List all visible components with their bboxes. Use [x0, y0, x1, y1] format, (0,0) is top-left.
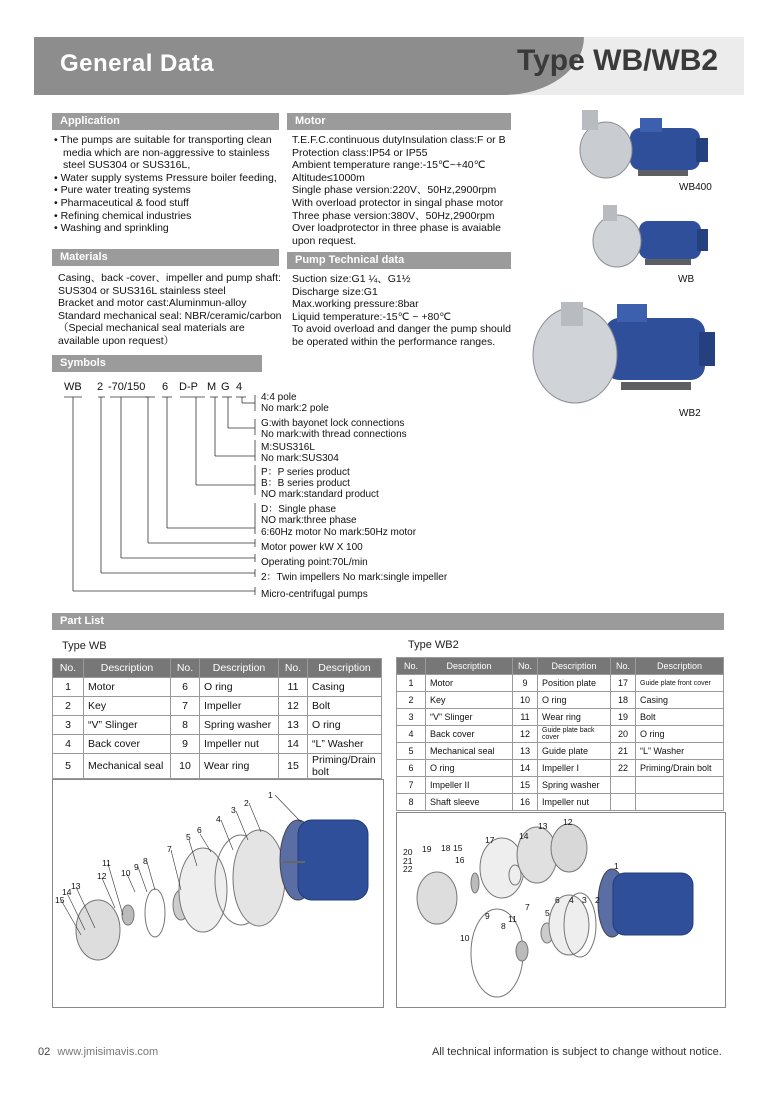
cell: Shaft sleeve	[426, 794, 513, 811]
cell: 12	[279, 697, 308, 716]
cell: 19	[611, 709, 636, 726]
cell: 3	[397, 709, 426, 726]
materials-heading: Materials	[52, 249, 279, 266]
callout-7: 7	[525, 902, 530, 912]
callout-4: 4	[569, 895, 574, 905]
symbol-line: No mark:with thread connections	[261, 429, 407, 440]
callout-9: 9	[134, 862, 139, 872]
callout-16: 16	[455, 855, 465, 865]
cell: Wear ring	[200, 754, 279, 779]
type-title: Type WB/WB2	[517, 44, 719, 77]
cell: 5	[397, 743, 426, 760]
application-item: • The pumps are suitable for transporting clean media which are non-aggressive to stainless steel SUS304 or SUS316L,	[54, 134, 286, 172]
table-row	[397, 794, 724, 811]
table-row	[397, 777, 724, 794]
cell: 16	[513, 794, 538, 811]
symbols-heading: Symbols	[52, 355, 262, 372]
cell: Position plate	[538, 675, 611, 692]
table-row	[397, 760, 724, 777]
cell: Back cover	[426, 726, 513, 743]
code-part: 6	[162, 381, 169, 393]
callout-4: 4	[216, 814, 221, 824]
pump-tech-line: Suction size:G1 ¼、G1½	[292, 273, 411, 285]
col-header: No.	[397, 658, 426, 675]
callout-15: 15	[55, 895, 65, 905]
callout-14: 14	[62, 887, 72, 897]
cell: Impeller nut	[538, 794, 611, 811]
cell	[538, 726, 611, 743]
callout-15: 15	[453, 843, 463, 853]
cell: 4	[53, 735, 84, 754]
col-header: No.	[53, 659, 84, 678]
col-header: No.	[171, 659, 200, 678]
cell: 14	[513, 760, 538, 777]
cell: 20	[611, 726, 636, 743]
callout-21: 21	[403, 856, 413, 866]
callout-3: 3	[582, 895, 587, 905]
callout-1: 1	[614, 861, 619, 871]
wb-table-title: Type WB	[62, 640, 107, 652]
wb2-part-table	[396, 657, 724, 811]
motor-line: T.E.F.C.continuous dutyInsulation class:F or B	[292, 134, 506, 146]
wb400-label: WB400	[679, 182, 712, 193]
cell: Key	[426, 692, 513, 709]
cell: “L” Washer	[636, 743, 724, 760]
cell: 15	[279, 754, 308, 779]
callout-13: 13	[538, 821, 548, 831]
callout-7: 7	[167, 844, 172, 854]
callout-5: 5	[186, 832, 191, 842]
table-row	[53, 716, 382, 735]
cell: 1	[53, 678, 84, 697]
symbol-line: Micro-centrifugal pumps	[261, 589, 368, 600]
cell: 13	[279, 716, 308, 735]
motor-line: Altitude≤1000m	[292, 171, 365, 184]
col-header: Description	[636, 658, 724, 675]
cell: Priming/Drain bolt	[308, 754, 382, 779]
col-header: Description	[84, 659, 171, 678]
symbol-line: M:SUS316L	[261, 442, 315, 453]
materials-line: Standard mechanical seal: NBR/ceramic/carbon	[58, 309, 282, 322]
col-header: Description	[426, 658, 513, 675]
cell: 14	[279, 735, 308, 754]
cell: Casing	[308, 678, 382, 697]
application-heading: Application	[52, 113, 279, 130]
callout-18: 18	[441, 843, 451, 853]
cell: 22	[611, 760, 636, 777]
cell: 2	[53, 697, 84, 716]
cell: 1	[397, 675, 426, 692]
callout-6: 6	[197, 825, 202, 835]
motor-line: Over loadprotector in three phase is avaiable upon request.	[292, 222, 501, 247]
code-part: D-P	[179, 381, 198, 393]
symbol-line: 4:4 pole	[261, 392, 297, 403]
code-part: -70/150	[108, 381, 146, 393]
col-header: Description	[308, 659, 382, 678]
cell: 2	[397, 692, 426, 709]
col-header: Description	[200, 659, 279, 678]
code-part: M	[207, 381, 217, 393]
symbol-line: NO mark:three phase	[261, 515, 357, 526]
cell: 21	[611, 743, 636, 760]
col-header: No.	[279, 659, 308, 678]
motor-line: Ambient temperature range:-15℃~+40℃	[292, 159, 486, 172]
pump-tech-line: Max.working pressure:8bar	[292, 298, 419, 311]
materials-line: SUS304 or SUS316L stainless steel	[58, 284, 226, 297]
cell-small-text: Guide plate front cover	[640, 679, 711, 687]
symbol-line: G:with bayonet lock connections	[261, 418, 405, 429]
pump-tech-line: Liquid temperature:-15℃ ~ +80℃	[292, 310, 452, 323]
callout-8: 8	[501, 921, 506, 931]
code-part: G	[221, 381, 230, 393]
wb2-exploded-view	[396, 812, 726, 1008]
callout-22: 22	[403, 864, 413, 874]
table-row	[53, 754, 382, 779]
cell: 8	[397, 794, 426, 811]
cell: 13	[513, 743, 538, 760]
cell	[611, 794, 636, 811]
materials-line: （Special mechanical seal materials are available upon request）	[58, 322, 245, 347]
materials-line: Bracket and motor cast:Aluminmun-alloy	[58, 297, 247, 310]
motor-text	[292, 134, 514, 247]
code-part: 4	[236, 381, 243, 393]
cell: Guide plate	[538, 743, 611, 760]
callout-2: 2	[244, 798, 249, 808]
wb2-label: WB2	[679, 408, 701, 419]
cell: 5	[53, 754, 84, 779]
callout-10: 10	[121, 868, 131, 878]
cell: 3	[53, 716, 84, 735]
symbol-line: Operating point:70L/min	[261, 557, 368, 568]
callout-1: 1	[268, 790, 273, 800]
page-title: General Data	[60, 50, 215, 77]
cell: O ring	[426, 760, 513, 777]
application-item: • Pure water treating systems	[54, 184, 286, 197]
table-row	[397, 709, 724, 726]
callout-5: 5	[545, 908, 550, 918]
cell: 8	[171, 716, 200, 735]
col-header: No.	[611, 658, 636, 675]
symbol-line: 6:60Hz motor No mark:50Hz motor	[261, 527, 417, 538]
col-header: No.	[513, 658, 538, 675]
callout-17: 17	[485, 835, 495, 845]
cell: Mechanical seal	[426, 743, 513, 760]
code-part: 2	[97, 381, 104, 393]
table-row	[53, 697, 382, 716]
callout-11: 11	[102, 858, 111, 868]
cell: 17	[611, 675, 636, 692]
pump-image-wb2	[525, 290, 725, 420]
page-number: 02	[38, 1046, 51, 1058]
cell: 6	[397, 760, 426, 777]
table-row	[53, 678, 382, 697]
cell: Impeller nut	[200, 735, 279, 754]
motor-line: Three phase version:380V、50Hz,2900rpm	[292, 209, 495, 222]
symbol-line: D：Single phase	[261, 504, 337, 515]
footer-url: www.jmisimavis.com	[57, 1046, 159, 1058]
application-item: • Water supply systems Pressure boiler feeding,	[54, 172, 286, 185]
pump-tech-line: Discharge size:G1	[292, 285, 378, 298]
table-row	[397, 675, 724, 692]
cell: Impeller	[200, 697, 279, 716]
wb-label: WB	[678, 274, 695, 285]
callout-6: 6	[555, 895, 560, 905]
cell: O ring	[636, 726, 724, 743]
cell: 18	[611, 692, 636, 709]
partlist-heading: Part List	[52, 613, 724, 630]
cell: Key	[84, 697, 171, 716]
cell: Spring washer	[200, 716, 279, 735]
cell: O ring	[538, 692, 611, 709]
cell: 12	[513, 726, 538, 743]
cell: O ring	[308, 716, 382, 735]
callout-13: 13	[71, 881, 81, 891]
cell: Casing	[636, 692, 724, 709]
callout-10: 10	[460, 933, 470, 943]
cell: Bolt	[636, 709, 724, 726]
symbol-line: No mark:2 pole	[261, 403, 329, 414]
table-row	[397, 726, 724, 743]
cell: Priming/Drain bolt	[636, 760, 724, 777]
wb-part-table	[52, 658, 382, 779]
table-row	[397, 692, 724, 709]
callout-9: 9	[485, 911, 490, 921]
table-row	[397, 743, 724, 760]
cell: 7	[171, 697, 200, 716]
cell	[636, 675, 724, 692]
pump-tech-line: To avoid overload and danger the pump should be operated within the performance ranges.	[292, 323, 511, 348]
callout-2: 2	[595, 895, 600, 905]
cell: 7	[397, 777, 426, 794]
cell: “V” Slinger	[84, 716, 171, 735]
cell-small-text: Guide plate back cover	[542, 727, 595, 741]
table-row	[53, 735, 382, 754]
cell: Motor	[84, 678, 171, 697]
motor-line: With overload protector in singal phase motor	[292, 196, 504, 209]
application-item: • Pharmaceutical & food stuff	[54, 197, 286, 210]
cell: Mechanical seal	[84, 754, 171, 779]
callout-14: 14	[519, 831, 529, 841]
cell: Impeller II	[426, 777, 513, 794]
cell: Motor	[426, 675, 513, 692]
cell: Bolt	[308, 697, 382, 716]
footer-left	[38, 1046, 158, 1058]
callout-11: 11	[508, 914, 517, 924]
application-list	[54, 134, 286, 235]
callout-19: 19	[422, 844, 432, 854]
wb-exploded-view	[52, 779, 384, 1008]
pump-image-wb	[585, 203, 715, 283]
wb2-table-title: Type WB2	[408, 639, 459, 651]
symbol-line: Motor power kW X 100	[261, 542, 363, 553]
cell: Wear ring	[538, 709, 611, 726]
cell	[611, 777, 636, 794]
cell: “L” Washer	[308, 735, 382, 754]
cell: 11	[279, 678, 308, 697]
cell: 15	[513, 777, 538, 794]
symbol-line: NO mark:standard product	[261, 489, 379, 500]
symbol-line: No mark:SUS304	[261, 453, 339, 464]
cell	[636, 777, 724, 794]
motor-line: Protection class:IP54 or IP55	[292, 146, 428, 159]
cell: 4	[397, 726, 426, 743]
cell	[636, 794, 724, 811]
symbol-line: 2：Twin impellers No mark:single impeller	[261, 572, 448, 583]
callout-8: 8	[143, 856, 148, 866]
cell: 10	[171, 754, 200, 779]
cell: Back cover	[84, 735, 171, 754]
materials-line: Casing、back -cover、impeller and pump shaft:	[58, 272, 281, 284]
cell: 9	[171, 735, 200, 754]
callout-12: 12	[97, 871, 107, 881]
cell: O ring	[200, 678, 279, 697]
symbol-connector-lines	[50, 393, 265, 603]
motor-heading: Motor	[287, 113, 511, 130]
callout-20: 20	[403, 847, 413, 857]
footer-note: All technical information is subject to change without notice.	[432, 1046, 722, 1058]
symbol-line: B：B series product	[261, 478, 350, 489]
cell: “V” Slinger	[426, 709, 513, 726]
motor-line: Single phase version:220V、50Hz,2900rpm	[292, 184, 497, 197]
col-header: Description	[538, 658, 611, 675]
callout-12: 12	[563, 817, 573, 827]
pump-technical-text	[292, 273, 514, 349]
callout-3: 3	[231, 805, 236, 815]
cell: 6	[171, 678, 200, 697]
pump-technical-heading: Pump Technical data	[287, 252, 511, 269]
code-part: WB	[64, 381, 82, 393]
application-item: • Washing and sprinkling	[54, 222, 286, 235]
cell: 9	[513, 675, 538, 692]
materials-text	[58, 272, 288, 348]
symbol-line: P：P series product	[261, 467, 350, 478]
cell: Spring washer	[538, 777, 611, 794]
application-item: • Refining chemical industries	[54, 210, 286, 223]
cell: Impeller I	[538, 760, 611, 777]
cell: 11	[513, 709, 538, 726]
cell: 10	[513, 692, 538, 709]
